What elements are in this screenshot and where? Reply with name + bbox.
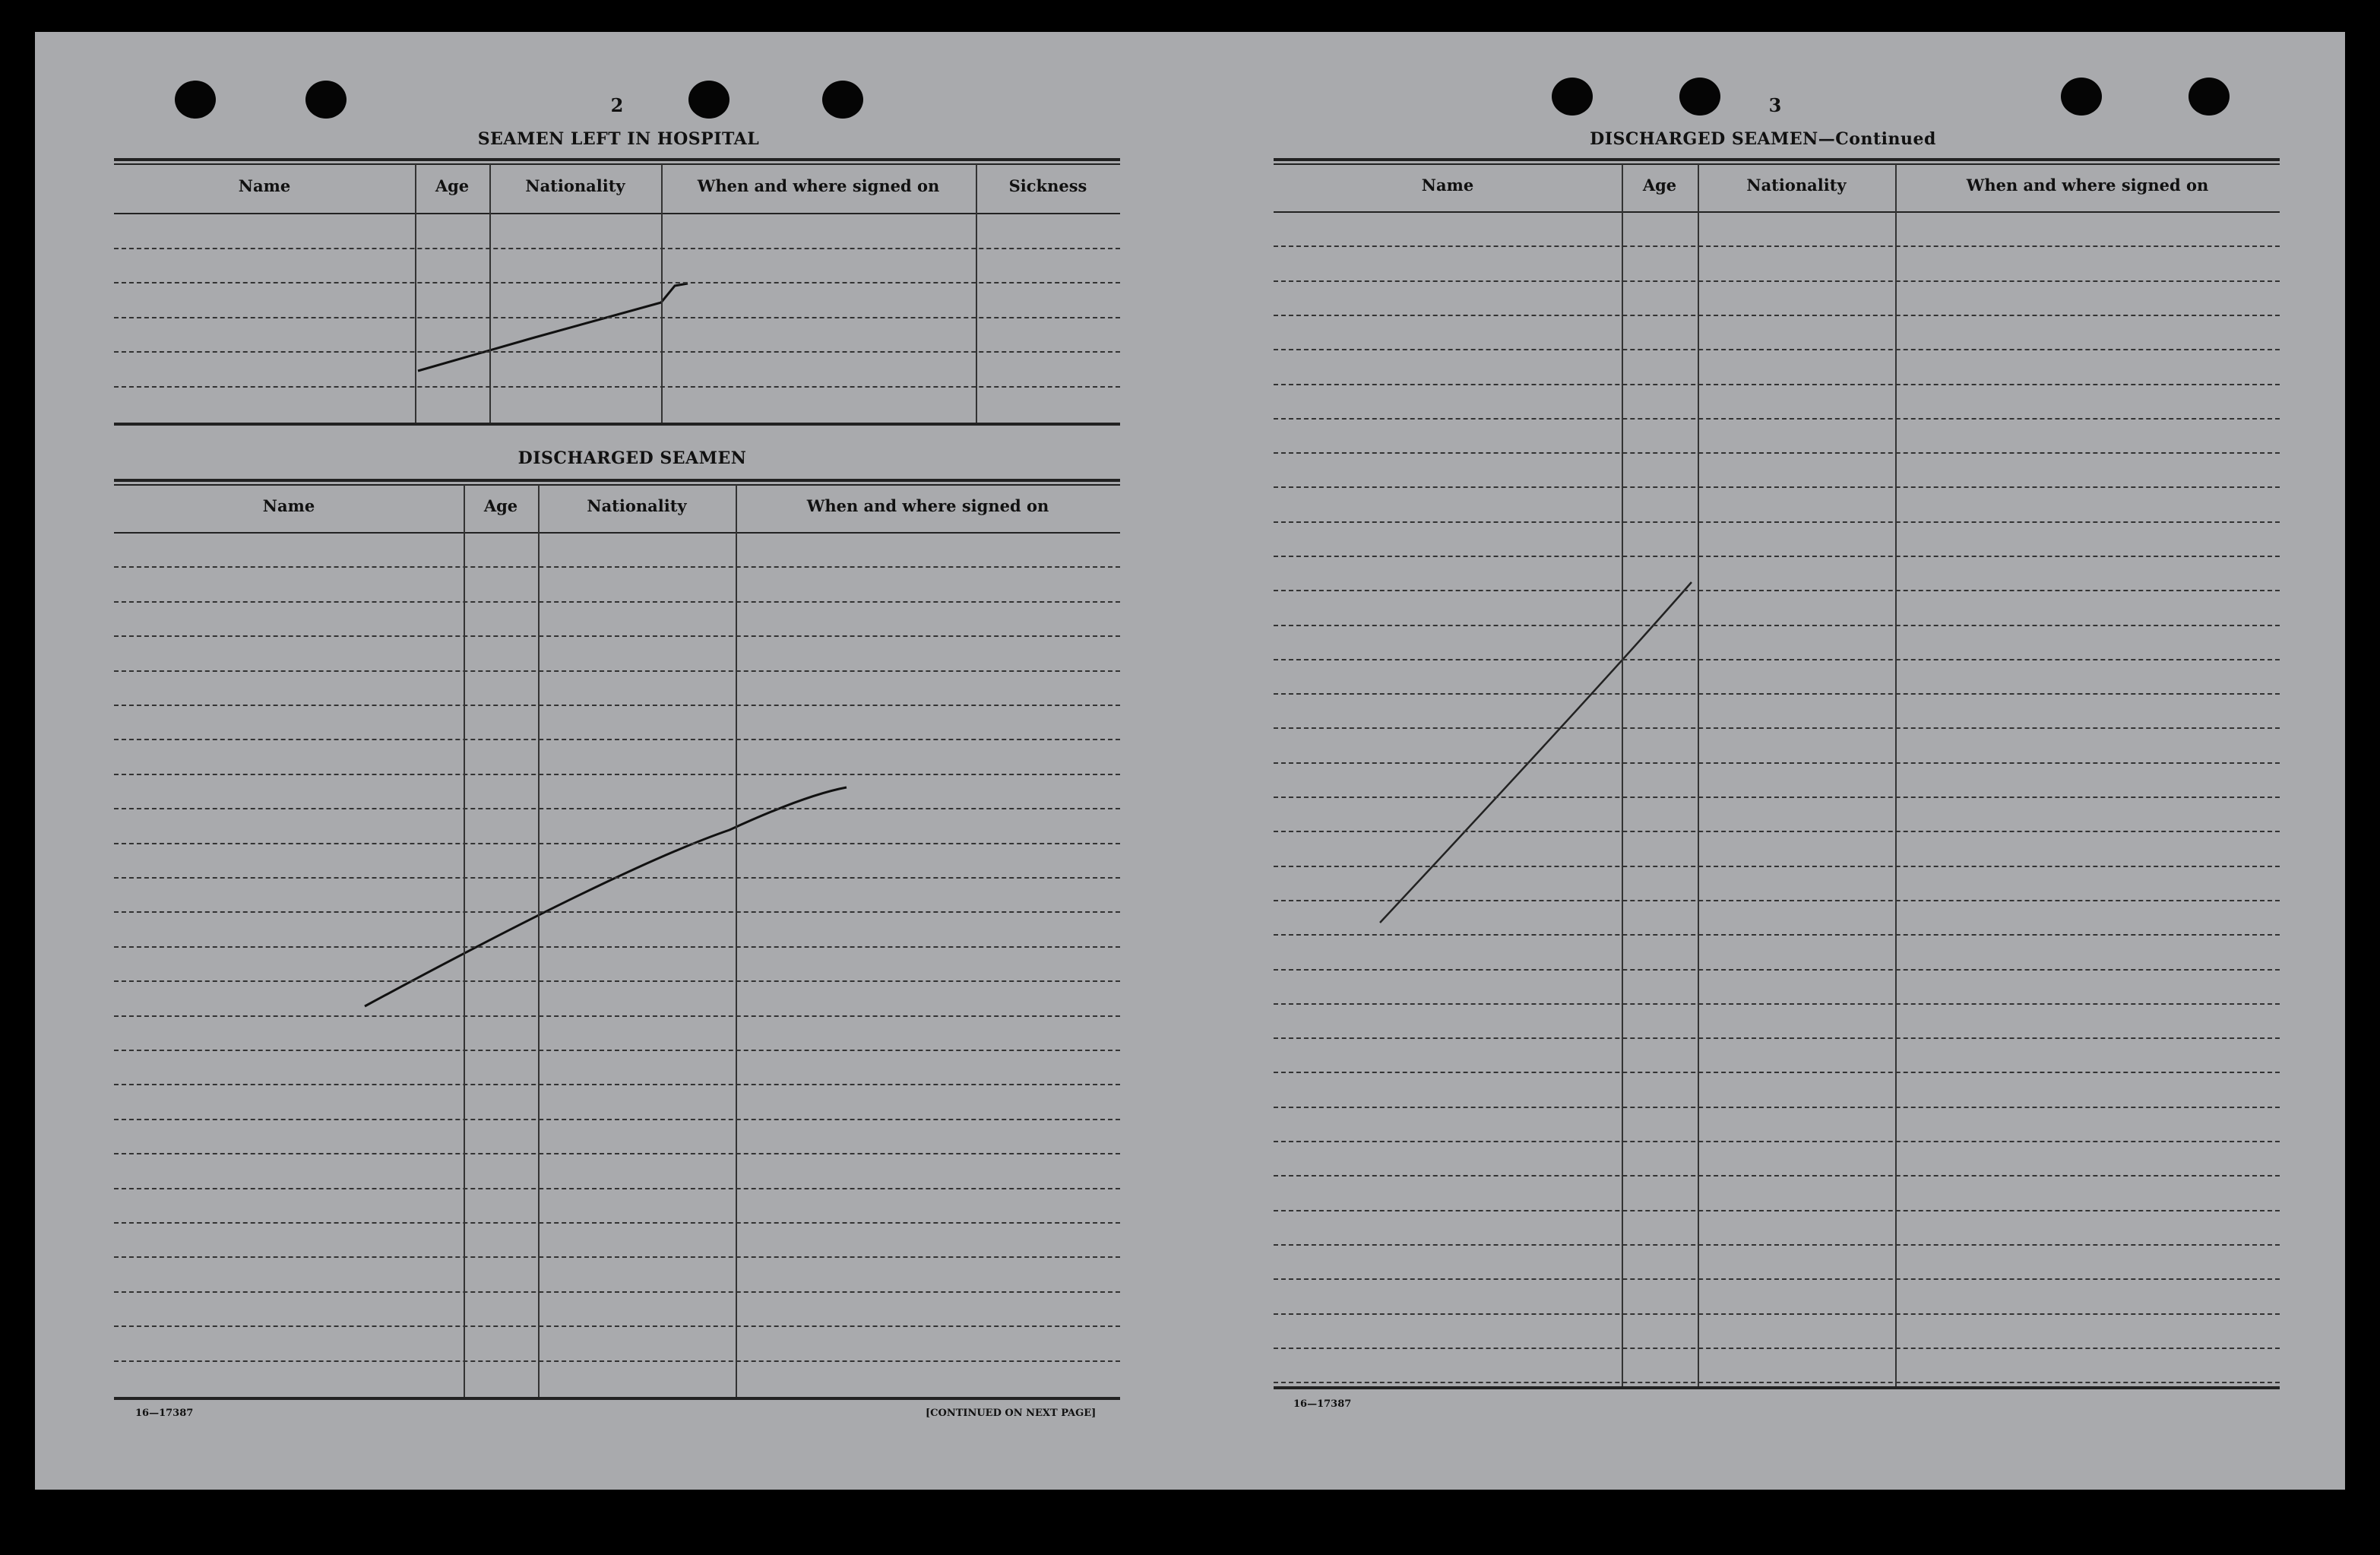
discharged-continued-title: [1590, 129, 1936, 149]
page-number-left: 2: [610, 94, 624, 116]
table-row-line: [114, 1360, 1120, 1362]
column-header: When and where signed on: [806, 496, 1049, 515]
table-row-line: [1274, 1313, 2280, 1315]
table-header-rule: [114, 532, 1120, 534]
punch-hole: [2061, 78, 2102, 116]
table-row-line: [114, 1291, 1120, 1293]
punch-hole: [305, 81, 347, 119]
table-top-rule-inner: [114, 163, 1120, 165]
table-row-line: [114, 980, 1120, 982]
table-row-line: [114, 1119, 1120, 1120]
table-row-line: [114, 877, 1120, 879]
column-header: Name: [238, 176, 291, 195]
table-row-line: [1274, 797, 2280, 798]
discharged-section-title: DISCHARGED SEAMEN: [517, 448, 747, 468]
column-divider: [415, 164, 416, 423]
table-row-line: [1274, 866, 2280, 867]
table-row-line: [1274, 831, 2280, 832]
table-row-line: [114, 248, 1120, 249]
table-row-line: [114, 1325, 1120, 1327]
continued-note: [CONTINUED ON NEXT PAGE]: [926, 1408, 1097, 1419]
table-row-line: [1274, 659, 2280, 660]
table-row-line: [1274, 934, 2280, 936]
table-row-line: [114, 946, 1120, 948]
table-row-line: [1274, 727, 2280, 729]
column-divider: [661, 164, 663, 423]
table-row-line: [114, 1084, 1120, 1085]
column-divider: [976, 164, 977, 423]
table-top-rule: [114, 479, 1120, 482]
table-row-line: [114, 1256, 1120, 1258]
table-row-line: [114, 911, 1120, 913]
punch-hole: [2189, 78, 2230, 116]
table-row-line: [114, 843, 1120, 844]
table-row-line: [1274, 1348, 2280, 1349]
table-row-line: [1274, 1244, 2280, 1246]
table-row-line: [1274, 625, 2280, 626]
table-row-line: [114, 386, 1120, 388]
table-row-line: [114, 808, 1120, 809]
table-bottom-rule: [114, 1397, 1120, 1400]
table-row-line: [114, 1050, 1120, 1051]
table-row-line: [114, 774, 1120, 775]
table-header-rule: [1274, 211, 2280, 213]
column-header: Nationality: [587, 496, 687, 515]
column-divider: [489, 164, 491, 423]
table-row-line: [1274, 486, 2280, 488]
column-header: Age: [1642, 176, 1677, 195]
column-divider: [1622, 164, 1623, 1386]
table-top-rule-inner: [114, 484, 1120, 486]
table-row-line: [1274, 1072, 2280, 1073]
column-divider: [736, 485, 737, 1397]
punch-hole: [175, 81, 216, 119]
table-row-line: [1274, 1175, 2280, 1177]
table-top-rule: [1274, 158, 2280, 161]
column-divider: [1895, 164, 1897, 1386]
column-header: When and where signed on: [697, 176, 940, 195]
punch-hole: [822, 81, 863, 119]
table-row-line: [1274, 245, 2280, 247]
table-row-line: [1274, 1382, 2280, 1383]
table-row-line: [1274, 1107, 2280, 1108]
table-row-line: [114, 351, 1120, 353]
punch-hole: [1679, 78, 1720, 116]
table-row-line: [114, 670, 1120, 672]
column-divider: [1698, 164, 1699, 1386]
table-row-line: [1274, 1278, 2280, 1280]
table-bottom-rule: [114, 423, 1120, 426]
table-row-line: [1274, 556, 2280, 557]
table-header-rule: [114, 213, 1120, 214]
table-bottom-rule: [1274, 1386, 2280, 1389]
table-row-line: [1274, 521, 2280, 523]
column-divider: [538, 485, 540, 1397]
column-header: Name: [1421, 176, 1474, 195]
column-header: Name: [262, 496, 315, 515]
discharged-continued-title-main: DISCHARGED SEAMEN: [1590, 129, 1818, 149]
column-header: Nationality: [1746, 176, 1847, 195]
table-row-line: [1274, 1037, 2280, 1039]
table-row-line: [114, 1222, 1120, 1224]
table-row-line: [114, 635, 1120, 637]
table-top-rule-inner: [1274, 163, 2280, 165]
form-number-left: 16—17387: [135, 1408, 194, 1419]
table-row-line: [1274, 762, 2280, 764]
table-row-line: [1274, 280, 2280, 282]
table-row-line: [1274, 418, 2280, 420]
column-header: Sickness: [1008, 176, 1087, 195]
table-row-line: [1274, 452, 2280, 454]
table-row-line: [114, 601, 1120, 603]
column-divider: [464, 485, 465, 1397]
column-header: Nationality: [525, 176, 625, 195]
page-number-right: 3: [1768, 94, 1782, 116]
column-header: Age: [435, 176, 470, 195]
table-row-line: [114, 1015, 1120, 1017]
table-row-line: [1274, 315, 2280, 316]
discharged-continued-title-suffix: —Continued: [1818, 129, 1936, 149]
table-row-line: [1274, 1141, 2280, 1142]
form-number-right: 16—17387: [1293, 1398, 1352, 1410]
table-row-line: [114, 282, 1120, 283]
table-row-line: [1274, 384, 2280, 385]
table-row-line: [1274, 1003, 2280, 1005]
table-top-rule: [114, 158, 1120, 161]
table-row-line: [1274, 900, 2280, 901]
table-row-line: [114, 705, 1120, 706]
table-row-line: [1274, 969, 2280, 971]
table-row-line: [114, 1153, 1120, 1154]
table-row-line: [1274, 693, 2280, 695]
table-row-line: [114, 566, 1120, 568]
column-header: Age: [483, 496, 518, 515]
hospital-section-title: SEAMEN LEFT IN HOSPITAL: [477, 129, 760, 149]
punch-hole: [688, 81, 730, 119]
ledger-sheet: [35, 32, 2345, 1490]
table-row-line: [1274, 590, 2280, 591]
table-row-line: [1274, 349, 2280, 350]
punch-hole: [1552, 78, 1593, 116]
table-row-line: [114, 317, 1120, 318]
table-row-line: [114, 1188, 1120, 1189]
table-row-line: [114, 739, 1120, 740]
column-header: When and where signed on: [1966, 176, 2209, 195]
table-row-line: [1274, 1210, 2280, 1211]
